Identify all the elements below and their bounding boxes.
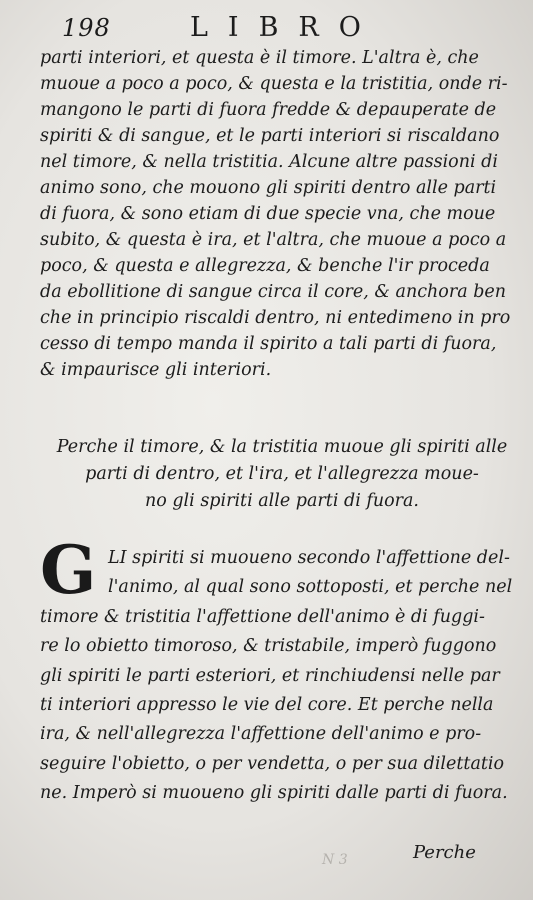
text-line: subito, & questa è ira, et l'altra, che muoue a poco a	[40, 230, 507, 250]
text-line: LI spiriti si muoueno secondo l'affettione del-	[108, 548, 510, 568]
text-line: da ebollitione di sangue circa il core, & anchora ben	[40, 282, 507, 302]
heading-line: Perche il timore, & la tristitia muoue gli spiriti alle	[56, 437, 508, 457]
body-paragraph	[40, 45, 515, 383]
text-line: che in principio riscaldi dentro, ni entedimeno in pro	[40, 308, 511, 328]
page-header	[40, 10, 510, 42]
signature-mark: N 3	[322, 852, 348, 868]
text-line: gli spiriti le parti esteriori, et rinchiudensi nelle par	[40, 665, 500, 686]
text-line: timore & tristitia l'affettione dell'animo è di fuggi-	[40, 606, 485, 627]
text-line: di fuora, & sono etiam di due specie vna, che moue	[40, 204, 496, 224]
text-line: spiriti & di sangue, et le parti interiori si riscaldano	[40, 126, 500, 146]
text-line: & impaurisce gli interiori.	[40, 360, 272, 380]
chapter-heading	[52, 434, 512, 515]
text-line: poco, & questa e allegrezza, & benche l'ir proceda	[40, 256, 490, 276]
chapter-body	[40, 544, 518, 809]
heading-line: no gli spiriti alle parti di fuora.	[144, 491, 419, 511]
text-line: ti interiori appresso le vie del core. Et perche nella	[40, 694, 494, 715]
text-line: muoue a poco a poco, & questa e la tristitia, onde ri-	[40, 74, 508, 94]
text-line: cesso di tempo manda il spirito a tali parti di fuora,	[40, 334, 497, 354]
text-line: re lo obietto timoroso, & tristabile, imperò fuggono	[40, 636, 497, 657]
text-line: animo sono, che mouono gli spiriti dentro alle parti	[40, 178, 497, 198]
text-line: mangono le parti di fuora fredde & depauperate de	[40, 100, 497, 120]
text-line: ne. Imperò si muoueno gli spiriti dalle parti di fuora.	[40, 783, 508, 804]
text-line: ira, & nell'allegrezza l'affettione dell'animo e pro-	[40, 724, 482, 745]
drop-cap: G	[40, 531, 97, 609]
text-line: l'animo, al qual sono sottoposti, et perche nel	[108, 577, 513, 598]
heading-line: parti di dentro, et l'ira, et l'allegrezza moue-	[85, 464, 479, 484]
page-number: 198	[62, 14, 111, 42]
text-line: seguire l'obietto, o per vendetta, o per sua dilettatio	[40, 753, 505, 774]
text-line: nel timore, & nella tristitia. Alcune altre passioni di	[40, 152, 498, 172]
text-line: parti interiori, et questa è il timore. L'altra è, che	[40, 48, 479, 68]
catchword: Perche	[413, 842, 476, 863]
running-head: LIBRO	[190, 12, 381, 43]
